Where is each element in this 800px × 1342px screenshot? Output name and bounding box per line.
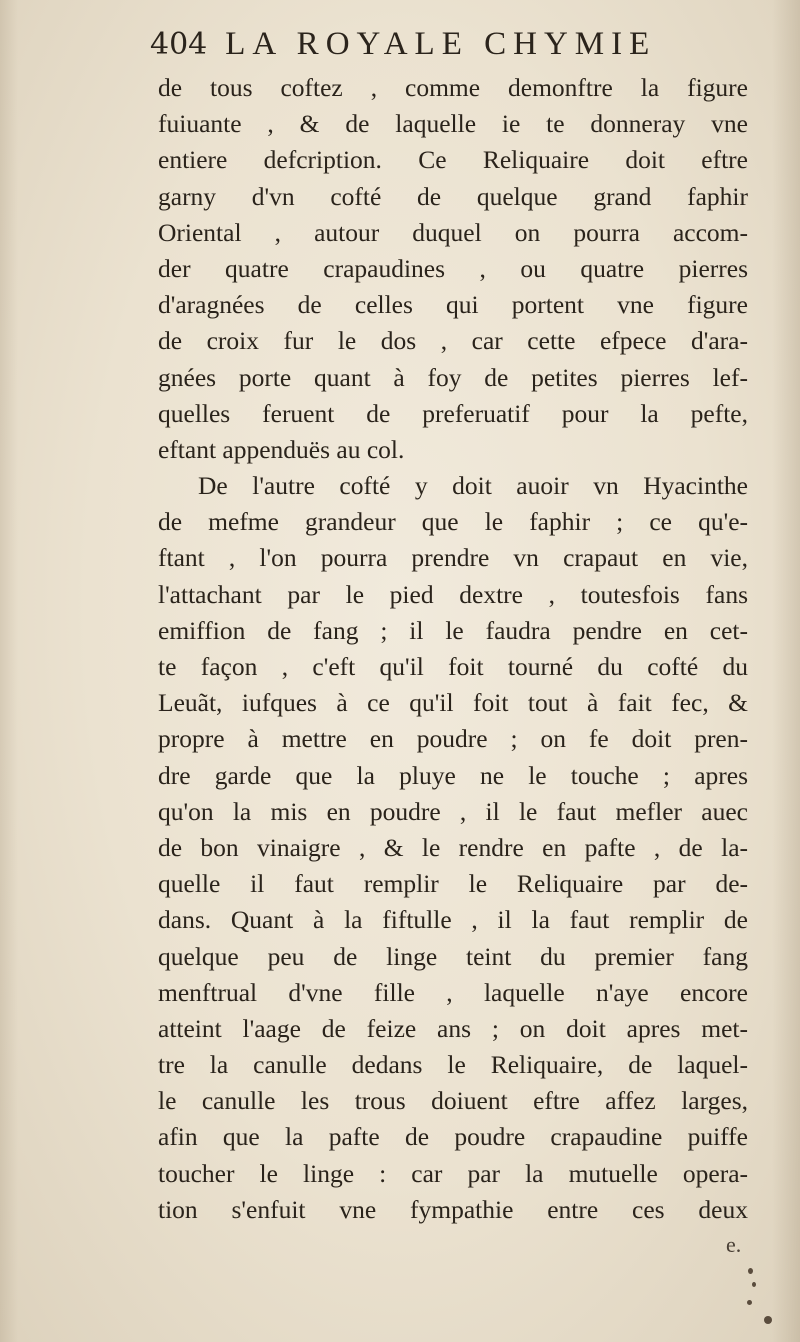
text-line: atteint l'aage de feize ans ; on doit apres met- bbox=[158, 1013, 748, 1043]
text-line: d'aragnées de celles qui portent vne figure bbox=[158, 290, 748, 320]
text-line: menftrual d'vne fille , laquelle n'aye encore bbox=[158, 977, 748, 1007]
text-line: quelque peu de linge teint du premier fang bbox=[158, 941, 748, 971]
ink-speck bbox=[748, 1268, 753, 1274]
text-line: de bon vinaigre , & le rendre en pafte , de la- bbox=[158, 832, 748, 862]
text-line: entiere defcription. Ce Reliquaire doit eftre bbox=[158, 145, 748, 175]
text-line: tre la canulle dedans le Reliquaire, de laquel- bbox=[158, 1050, 748, 1080]
running-head bbox=[150, 26, 710, 70]
page-number: 404 bbox=[150, 27, 208, 62]
text-line: afin que la pafte de poudre crapaudine puiffe bbox=[158, 1122, 748, 1152]
text-line: quelles feruent de preferuatif pour la pefte, bbox=[158, 398, 748, 428]
text-line: emiffion de fang ; il le faudra pendre en cet- bbox=[158, 615, 748, 645]
text-line: propre à mettre en poudre ; on fe doit pren- bbox=[158, 724, 748, 754]
text-line: dre garde que la pluye ne le touche ; apres bbox=[158, 760, 748, 790]
text-line: gnées porte quant à foy de petites pierres lef- bbox=[158, 362, 748, 392]
text-line: toucher le linge : car par la mutuelle opera- bbox=[158, 1158, 748, 1188]
text-line: le canulle les trous doiuent eftre affez larges, bbox=[158, 1086, 748, 1116]
text-line: fuiuante , & de laquelle ie te donneray vne bbox=[158, 109, 748, 139]
text-line: tion s'enfuit vne fympathie entre ces deux bbox=[158, 1194, 748, 1224]
text-line: De l'autre cofté y doit auoir vn Hyacinthe bbox=[198, 471, 748, 501]
running-title: LA ROYALE CHYMIE bbox=[225, 26, 657, 62]
ink-speck bbox=[752, 1282, 756, 1287]
page-shadow-right bbox=[772, 0, 800, 1342]
page-shadow-left bbox=[0, 0, 18, 1342]
text-line: l'attachant par le pied dextre , toutesfois fans bbox=[158, 579, 748, 609]
text-line: de tous coftez , comme demonftre la figure bbox=[158, 73, 748, 102]
text-line: dans. Quant à la fiftulle , il la faut remplir de bbox=[158, 905, 748, 935]
text-line: garny d'vn cofté de quelque grand faphir bbox=[158, 181, 748, 211]
text-line: te façon , c'eft qu'il foit tourné du cofté du bbox=[158, 652, 748, 681]
text-line: ftant , l'on pourra prendre vn crapaut en vie, bbox=[158, 543, 748, 573]
text-line: Oriental , autour duquel on pourra accom- bbox=[158, 217, 748, 247]
ink-speck bbox=[747, 1300, 752, 1305]
ink-speck bbox=[764, 1316, 772, 1324]
text-line: Leuãt, iufques à ce qu'il foit tout à fait fec, & bbox=[158, 688, 748, 718]
text-line: de croix fur le dos , car cette efpece d'ara- bbox=[158, 326, 748, 356]
text-line: de mefme grandeur que le faphir ; ce qu'e- bbox=[158, 507, 748, 537]
text-line: der quatre crapaudines , ou quatre pierres bbox=[158, 253, 748, 283]
text-line: qu'on la mis en poudre , il le faut mefler auec bbox=[158, 796, 748, 826]
body-text bbox=[158, 70, 748, 1228]
catchword: e. bbox=[726, 1232, 742, 1257]
text-line: eftant appenduës au col. bbox=[158, 434, 405, 464]
text-line: quelle il faut remplir le Reliquaire par de- bbox=[158, 869, 748, 899]
